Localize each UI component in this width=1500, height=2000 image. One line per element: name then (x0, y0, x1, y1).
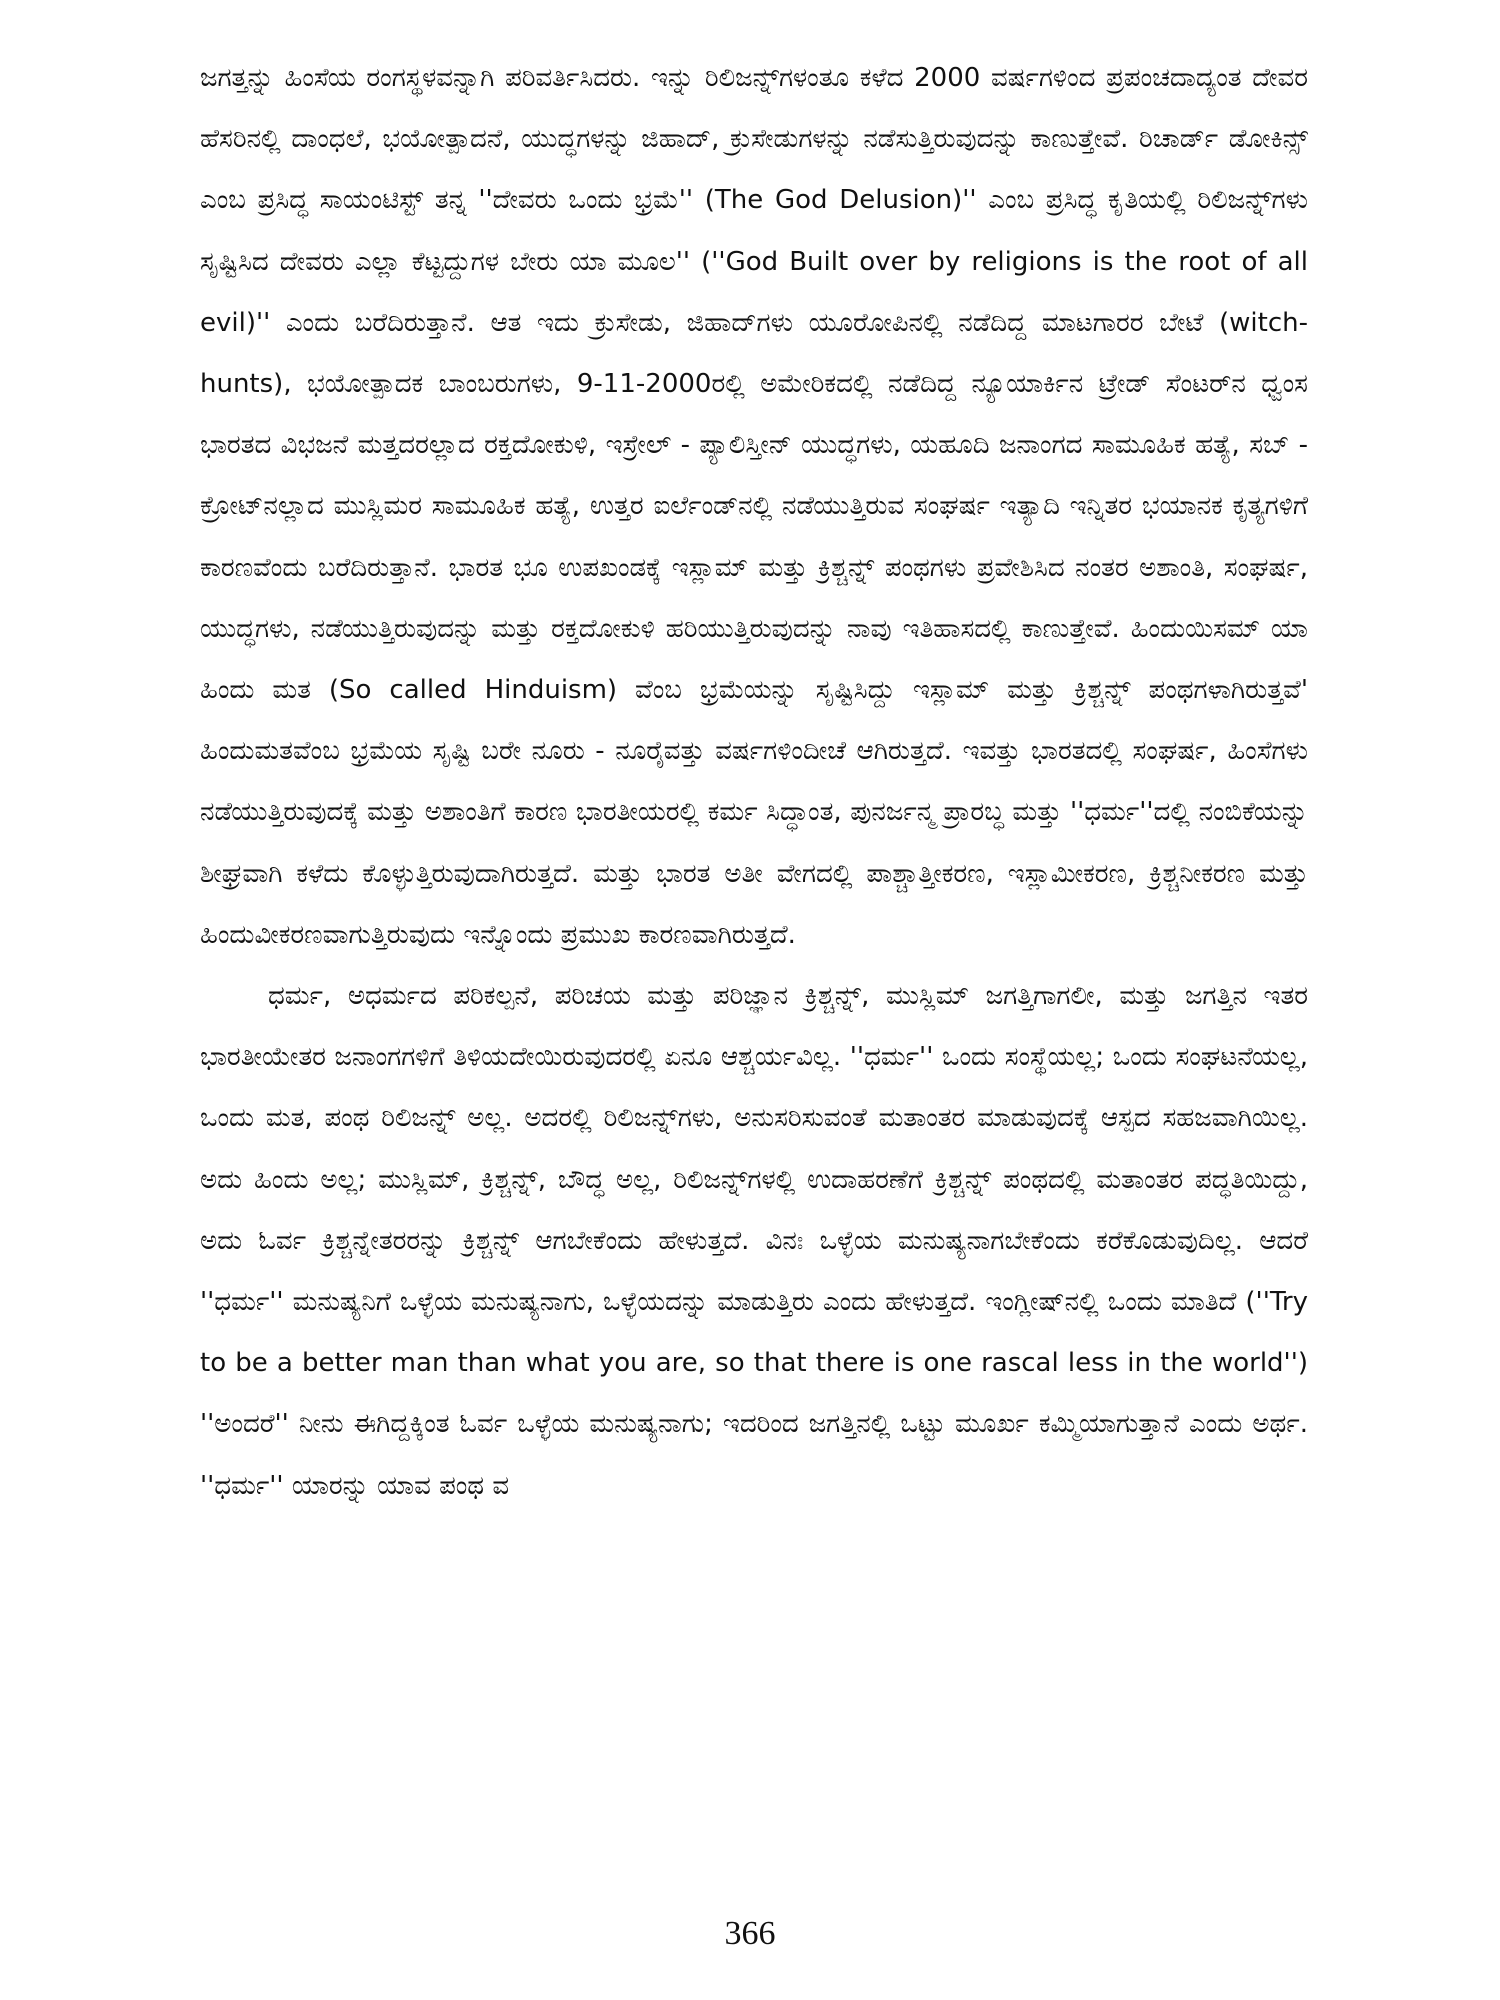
body-text (200, 48, 1308, 1517)
paragraph-1: ಜಗತ್ತನ್ನು ಹಿಂಸೆಯ ರಂಗಸ್ಥಳವನ್ನಾಗಿ ಪರಿವರ್ತಿಸಿದರು. ಇನ್ನು ರಿಲಿಜನ್ನ್‌ಗಳಂತೂ ಕಳೆದ 2000 ವರ್ಷಗಳಿಂದ ಪ್ರಪಂಚದಾದ್ಯಂತ ದೇವರ ಹೆಸರಿನಲ್ಲಿ ದಾಂಧಲೆ, ಭಯೋತ್ಪಾದನೆ, ಯುದ್ಧಗಳನ್ನು ಜಿಹಾದ್, ಕ್ರುಸೇಡುಗಳನ್ನು ನಡೆಸುತ್ತಿರುವುದನ್ನು ಕಾಣುತ್ತೇವೆ. ರಿಚಾರ್ಡ್ ಡೋಕಿನ್ಸ್ ಎಂಬ ಪ್ರಸಿದ್ಧ ಸಾಯಂಟಿಸ್ಟ್ ತನ್ನ ''ದೇವರು ಒಂದು ಭ್ರಮೆ'' (The God Delusion)'' ಎಂಬ ಪ್ರಸಿದ್ಧ ಕೃತಿಯಲ್ಲಿ ರಿಲಿಜನ್ನ್‌ಗಳು ಸೃಷ್ಟಿಸಿದ ದೇವರು ಎಲ್ಲಾ ಕೆಟ್ಟದ್ದುಗಳ ಬೇರು ಯಾ ಮೂಲ'' (''God Built over by religions is the root of all evil)'' ಎಂದು ಬರೆದಿರುತ್ತಾನೆ. ಆತ ಇದು ಕ್ರುಸೇಡು, ಜಿಹಾದ್‌ಗಳು ಯೂರೋಪಿನಲ್ಲಿ ನಡೆದಿದ್ದ ಮಾಟಗಾರರ ಬೇಟೆ (witch-hunts), ಭಯೋತ್ಪಾದಕ ಬಾಂಬರುಗಳು, 9-11-2000ರಲ್ಲಿ ಅಮೇರಿಕದಲ್ಲಿ ನಡೆದಿದ್ದ ನ್ಯೂಯಾರ್ಕಿನ ಟ್ರೇಡ್ ಸೆಂಟರ್‌ನ ಧ್ವಂಸ ಭಾರತದ ವಿಭಜನೆ ಮತ್ತದರಲ್ಲಾದ ರಕ್ತದೋಕುಳಿ, ಇಸ್ರೇಲ್ - ಪ್ಯಾಲಿಸ್ತೀನ್ ಯುದ್ಧಗಳು, ಯಹೂದಿ ಜನಾಂಗದ ಸಾಮೂಹಿಕ ಹತ್ಯೆ, ಸಬ್ - ಕ್ರೋಟ್‌ನಲ್ಲಾದ ಮುಸ್ಲಿಮರ ಸಾಮೂಹಿಕ ಹತ್ಯೆ, ಉತ್ತರ ಐರ್ಲೆಂಡ್‌ನಲ್ಲಿ ನಡೆಯುತ್ತಿರುವ ಸಂಘರ್ಷ ಇತ್ಯಾದಿ ಇನ್ನಿತರ ಭಯಾನಕ ಕೃತ್ಯಗಳಿಗೆ ಕಾರಣವೆಂದು ಬರೆದಿರುತ್ತಾನೆ. ಭಾರತ ಭೂ ಉಪಖಂಡಕ್ಕೆ ಇಸ್ಲಾಮ್ ಮತ್ತು ಕ್ರಿಶ್ಚನ್ನ್ ಪಂಥಗಳು ಪ್ರವೇಶಿಸಿದ ನಂತರ ಅಶಾಂತಿ, ಸಂಘರ್ಷ, ಯುದ್ಧಗಳು, ನಡೆಯುತ್ತಿರುವುದನ್ನು ಮತ್ತು ರಕ್ತದೋಕುಳಿ ಹರಿಯುತ್ತಿರುವುದನ್ನು ನಾವು ಇತಿಹಾಸದಲ್ಲಿ ಕಾಣುತ್ತೇವೆ. ಹಿಂದುಯಿಸಮ್ ಯಾ ಹಿಂದು ಮತ (So called Hinduism) ವೆಂಬ ಭ್ರಮೆಯನ್ನು ಸೃಷ್ಟಿಸಿದ್ದು ಇಸ್ಲಾಮ್ ಮತ್ತು ಕ್ರಿಶ್ಚನ್ನ್ ಪಂಥಗಳಾಗಿರುತ್ತವೆ' ಹಿಂದುಮತವೆಂಬ ಭ್ರಮೆಯ ಸೃಷ್ಟಿ ಬರೇ ನೂರು - ನೂರೈವತ್ತು ವರ್ಷಗಳಿಂದೀಚೆ ಆಗಿರುತ್ತದೆ. ಇವತ್ತು ಭಾರತದಲ್ಲಿ ಸಂಘರ್ಷ, ಹಿಂಸೆಗಳು ನಡೆಯುತ್ತಿರುವುದಕ್ಕೆ ಮತ್ತು ಅಶಾಂತಿಗೆ ಕಾರಣ ಭಾರತೀಯರಲ್ಲಿ ಕರ್ಮ ಸಿದ್ಧಾಂತ, ಪುನರ್ಜನ್ಮ ಪ್ರಾರಬ್ಧ ಮತ್ತು ''ಧರ್ಮ''ದಲ್ಲಿ ನಂಬಿಕೆಯನ್ನು ಶೀಘ್ರವಾಗಿ ಕಳೆದು ಕೊಳ್ಳುತ್ತಿರುವುದಾಗಿರುತ್ತದೆ. ಮತ್ತು ಭಾರತ ಅತೀ ವೇಗದಲ್ಲಿ ಪಾಶ್ಚಾತ್ತೀಕರಣ, ಇಸ್ಲಾಮೀಕರಣ, ಕ್ರಿಶ್ಚನೀಕರಣ ಮತ್ತು ಹಿಂದುವೀಕರಣವಾಗುತ್ತಿರುವುದು ಇನ್ನೊಂದು ಪ್ರಮುಖ ಕಾರಣವಾಗಿರುತ್ತದೆ. (200, 63, 1308, 950)
paragraph-2: ಧರ್ಮ, ಅಧರ್ಮದ ಪರಿಕಲ್ಪನೆ, ಪರಿಚಯ ಮತ್ತು ಪರಿಜ್ಞಾನ ಕ್ರಿಶ್ಚನ್ನ್, ಮುಸ್ಲಿಮ್ ಜಗತ್ತಿಗಾಗಲೀ, ಮತ್ತು ಜಗತ್ತಿನ ಇತರ ಭಾರತೀಯೇತರ ಜನಾಂಗಗಳಿಗೆ ತಿಳಿಯದೇಯಿರುವುದರಲ್ಲಿ ಏನೂ ಆಶ್ಚರ್ಯವಿಲ್ಲ. ''ಧರ್ಮ'' ಒಂದು ಸಂಸ್ಥೆಯಲ್ಲ; ಒಂದು ಸಂಘಟನೆಯಲ್ಲ, ಒಂದು ಮತ, ಪಂಥ ರಿಲಿಜನ್ನ್ ಅಲ್ಲ. ಅದರಲ್ಲಿ ರಿಲಿಜನ್ನ್‌ಗಳು, ಅನುಸರಿಸುವಂತೆ ಮತಾಂತರ ಮಾಡುವುದಕ್ಕೆ ಆಸ್ಪದ ಸಹಜವಾಗಿಯಿಲ್ಲ. ಅದು ಹಿಂದು ಅಲ್ಲ; ಮುಸ್ಲಿಮ್, ಕ್ರಿಶ್ಚನ್ನ್, ಬೌದ್ಧ ಅಲ್ಲ, ರಿಲಿಜನ್ನ್‌ಗಳಲ್ಲಿ ಉದಾಹರಣೆಗೆ ಕ್ರಿಶ್ಚನ್ನ್ ಪಂಥದಲ್ಲಿ ಮತಾಂತರ ಪದ್ಧತಿಯಿದ್ದು, ಅದು ಓರ್ವ ಕ್ರಿಶ್ಚನ್ನೇತರರನ್ನು ಕ್ರಿಶ್ಚನ್ನ್ ಆಗಬೇಕೆಂದು ಹೇಳುತ್ತದೆ. ವಿನಃ ಒಳ್ಳೆಯ ಮನುಷ್ಯನಾಗಬೇಕೆಂದು ಕರೆಕೊಡುವುದಿಲ್ಲ. ಆದರೆ ''ಧರ್ಮ'' ಮನುಷ್ಯನಿಗೆ ಒಳ್ಳೆಯ ಮನುಷ್ಯನಾಗು, ಒಳ್ಳೆಯದನ್ನು ಮಾಡುತ್ತಿರು ಎಂದು ಹೇಳುತ್ತದೆ. ಇಂಗ್ಲೀಷ್‌ನಲ್ಲಿ ಒಂದು ಮಾತಿದೆ (''Try to be a better man than what you are, so that there is one rascal less in the world'') ''ಅಂದರೆ'' ನೀನು ಈಗಿದ್ದಕ್ಕಿಂತ ಓರ್ವ ಒಳ್ಳೆಯ ಮನುಷ್ಯನಾಗು; ಇದರಿಂದ ಜಗತ್ತಿನಲ್ಲಿ ಒಟ್ಟು ಮೂರ್ಖ ಕಮ್ಮಿಯಾಗುತ್ತಾನೆ ಎಂದು ಅರ್ಥ. ''ಧರ್ಮ'' ಯಾರನ್ನು ಯಾವ ಪಂಥ ವ (200, 981, 1308, 1501)
page-number: 366 (724, 1915, 776, 1952)
